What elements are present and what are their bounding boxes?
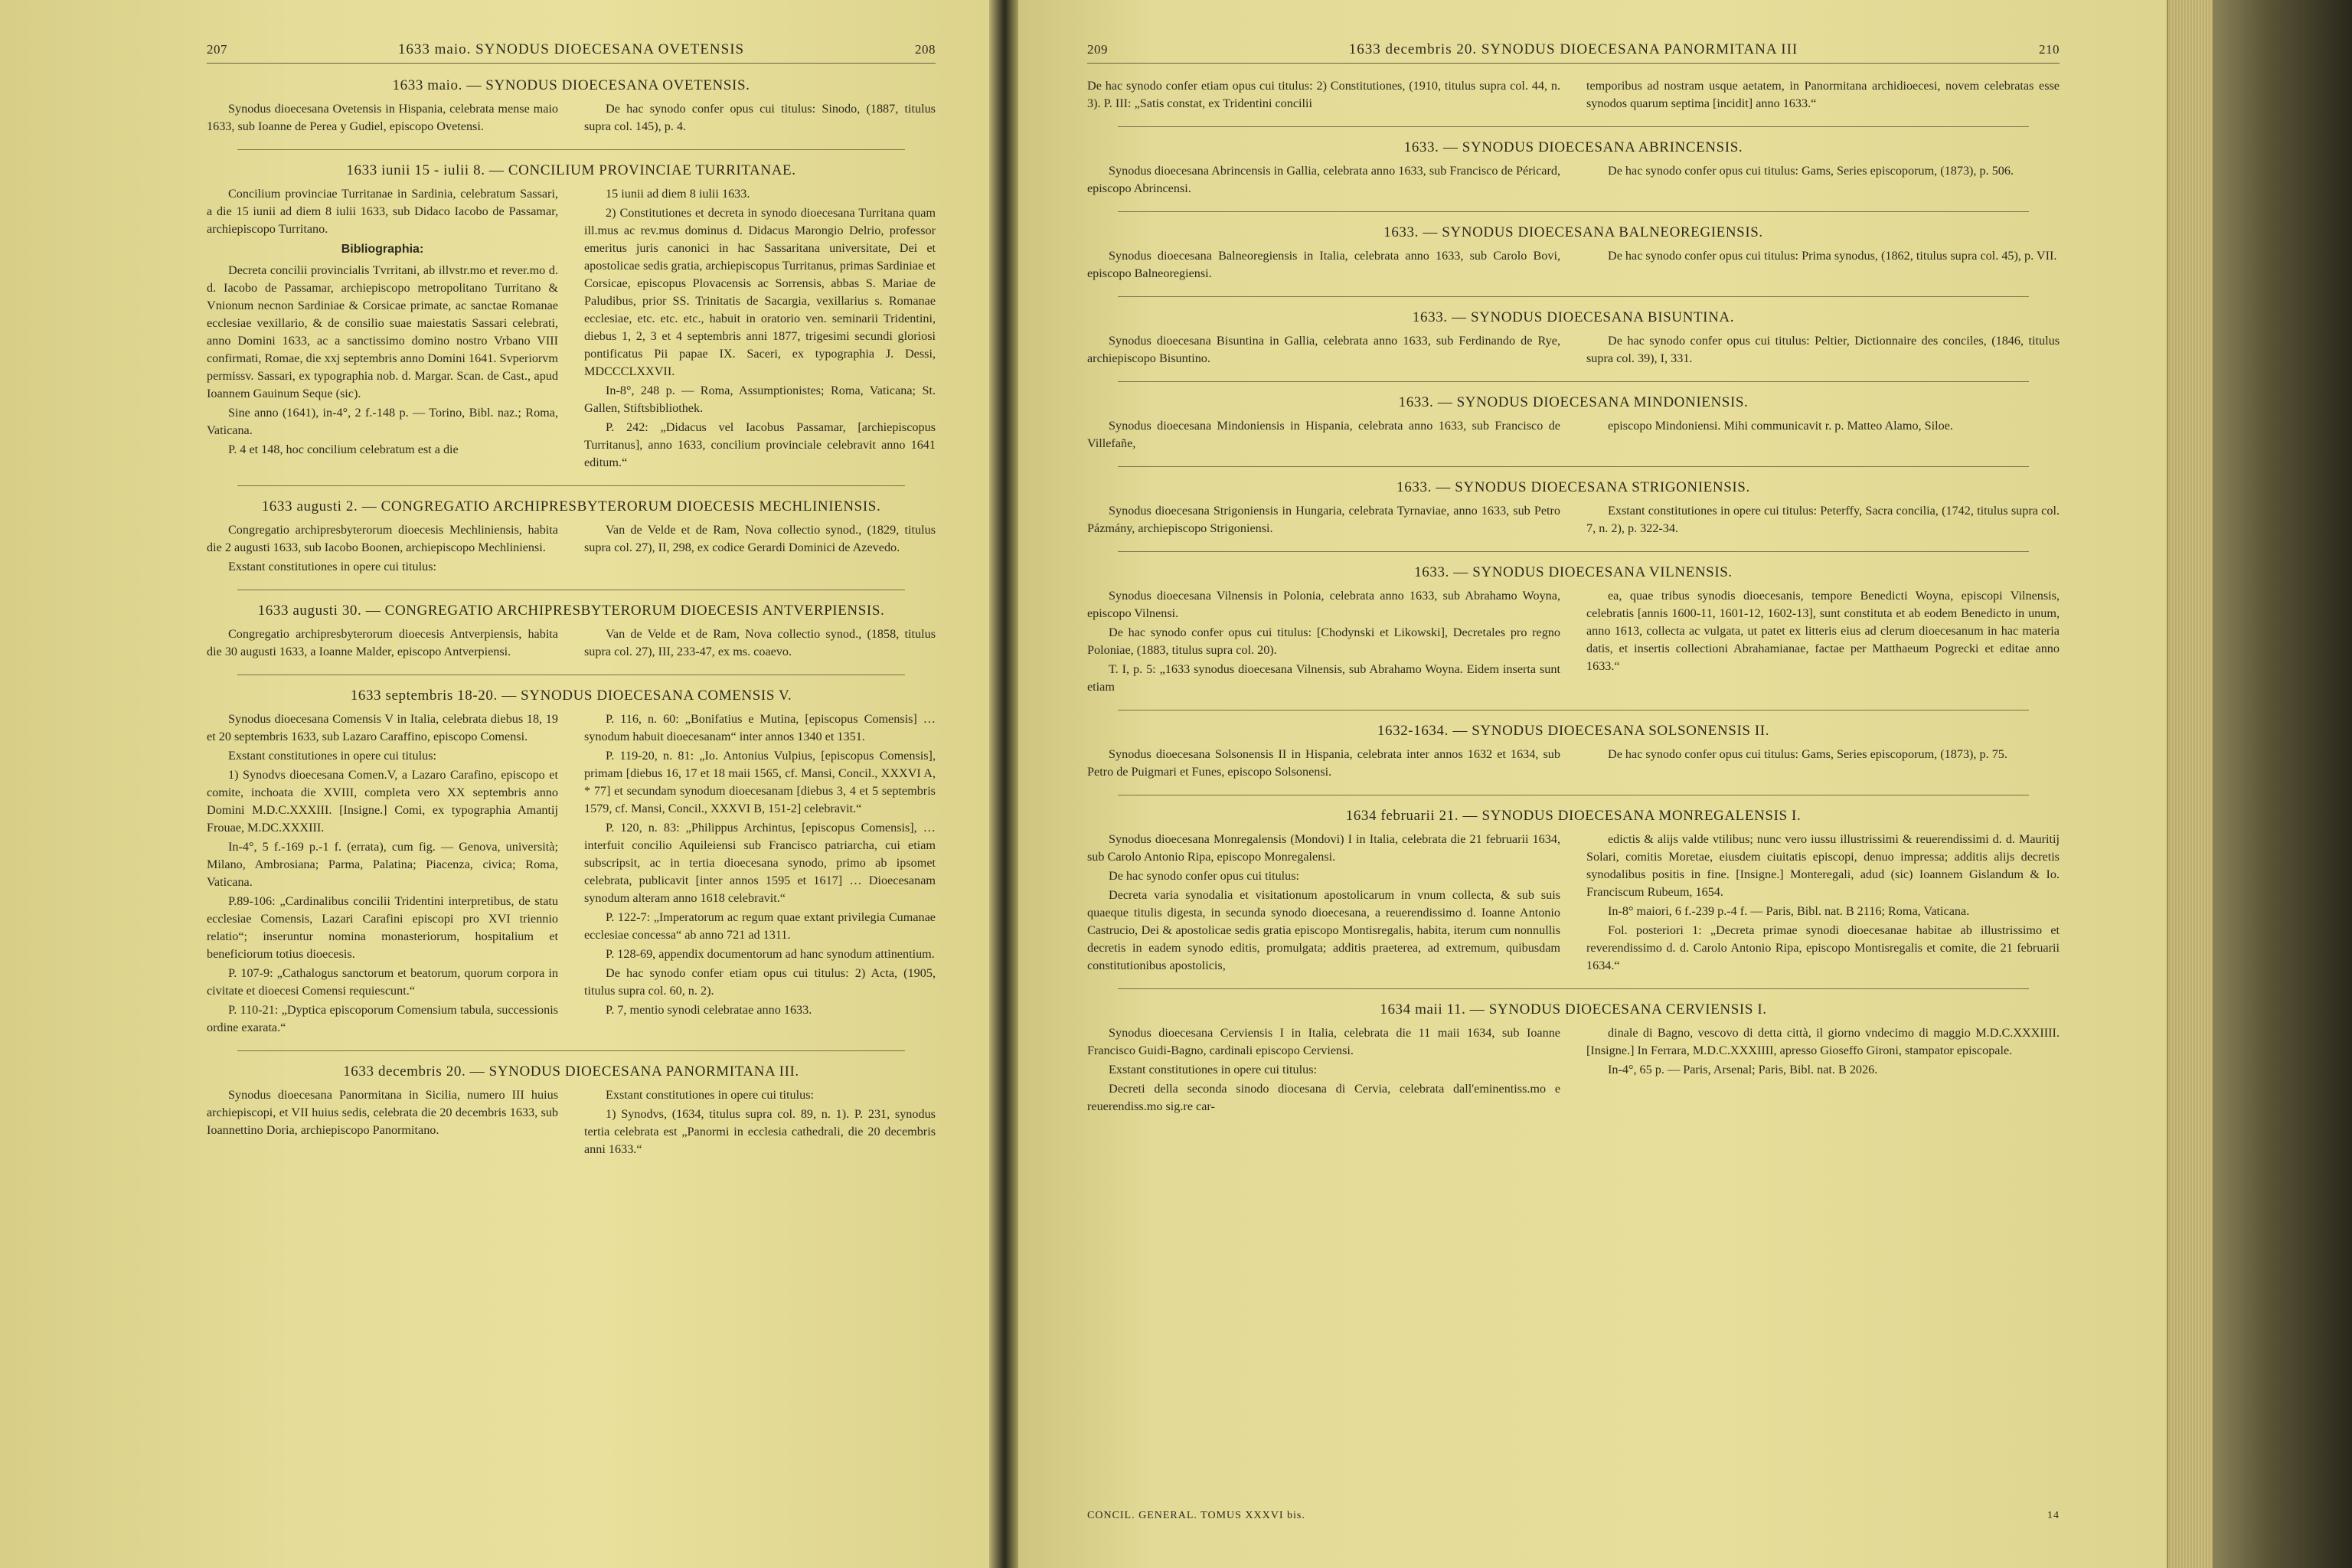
signature-number: 14 (2047, 1510, 2060, 1521)
right-column (1586, 1024, 2060, 1117)
paragraph: edictis & alijs valde vtilibus; nunc vero iussu illustrissimi & reuerendissimi d. d. Mauritij Solari, comitis Moretae, eiusdem ciuitatis episcopi, denuo impressa; additis alijs decretis synodalibus positis in fine. [Insigne.] Monteregali, adud (sic) Ioannem Gislandum & Io. Franciscum Rubeum, 1654. (1586, 832, 2060, 899)
paragraph: 1) Synodvs dioecesana Comen.V, a Lazaro Carafino, episcopo et comite, inchoata die XVIII, completa vero XX septembris anno Domini M.D.C.XXXIII. [Insigne.] Comi, ex typographia Amantij Frouae, M.DC.XXXIII. (207, 768, 558, 835)
entries-list (1087, 77, 2060, 1117)
entry-title: 1634 februarii 21. — SYNODUS DIOECESANA MONREGALENSIS I. (1345, 808, 1802, 824)
left-column (1087, 587, 1560, 697)
paragraph: ea, quae tribus synodis dioecesanis, tempore Benedicti Woyna, episcopi Vilnensis, celebratis [annis 1600-11, 1601-12, 1602-13], sunt constituta et ab eodem Benedicto in unum, anno 1613, collecta ac vulgata, ut patet ex litteris eius ad clerum dioecesanum in hac materia datis, et insertis collectioni Abrahamianae, factae per Matthaeum Pogrecki et editae anno 1633.“ (1586, 589, 2060, 673)
paragraph: P. 4 et 148, hoc concilium celebratum est a die (228, 442, 459, 456)
paragraph: Synodus dioecesana Bisuntina in Gallia, celebrata anno 1633, sub Ferdinando de Rye, archiepiscopo Bisuntino. (1087, 334, 1560, 365)
entry-columns (1087, 247, 2060, 284)
entry-title: 1633. — SYNODUS DIOECESANA STRIGONIENSIS. (1396, 479, 1750, 495)
entry-divider (237, 149, 905, 150)
entry-title: 1633. — SYNODUS DIOECESANA BISUNTINA. (1412, 309, 1735, 325)
paragraph: 15 iunii ad diem 8 iulii 1633. (606, 187, 750, 201)
entry-columns (1087, 332, 2060, 369)
synod-entry (1087, 1001, 2060, 1117)
paragraph: De hac synodo confer etiam opus cui titulus: 2) Acta, (1905, titulus supra col. 60, n. 2). (584, 966, 936, 998)
running-title: 1633 decembris 20. SYNODUS DIOECESANA PANORMITANA III (1348, 41, 1798, 57)
left-column (207, 626, 558, 662)
right-column (1586, 332, 2060, 369)
paragraph: Exstant constitutiones in opere cui titulus: (606, 1088, 815, 1102)
book-cover-edge (2213, 0, 2352, 1568)
running-title: 1633 maio. SYNODUS DIOECESANA OVETENSIS (397, 41, 745, 57)
paragraph: 1) Synodvs, (1634, titulus supra col. 89, n. 1). P. 231, synodus tertia celebrata est „Panormi in ecclesia cathedrali, die 20 decembris anni 1633.“ (584, 1107, 936, 1156)
entry-columns (207, 100, 936, 137)
right-column (584, 100, 936, 137)
paragraph: In-4°, 5 f.-169 p.-1 f. (errata), cum fig. — Genova, università; Milano, Ambrosiana; Parma, Palatina; Piacenza, civica; Roma, Vaticana. (207, 840, 558, 889)
paragraph: Sine anno (1641), in-4°, 2 f.-148 p. — Torino, Bibl. naz.; Roma, Vaticana. (207, 405, 558, 437)
paragraph: P. 7, mentio synodi celebratae anno 1633. (606, 1003, 812, 1017)
left-column (1087, 1024, 1560, 1117)
page-number: 207 (207, 42, 227, 57)
entry-title: 1633 augusti 30. — CONGREGATIO ARCHIPRESBYTERORUM DIOECESIS ANTVERPIENSIS. (257, 603, 885, 619)
paragraph: Synodus dioecesana Comensis V in Italia, celebrata diebus 18, 19 et 20 septembris 1633, sub Lazaro Caraffino, episcopo Comensi. (207, 712, 558, 743)
paragraph: Van de Velde et de Ram, Nova collectio synod., (1829, titulus supra col. 27), II, 298, ex codice Gerardi Dominici de Azevedo. (584, 523, 936, 554)
synod-entry (207, 603, 936, 662)
left-column (207, 100, 558, 137)
synod-entry (207, 162, 936, 473)
page-footer (1087, 1510, 2060, 1522)
entry-title: 1633. — SYNODUS DIOECESANA ABRINCENSIS. (1403, 139, 1743, 155)
entry-title: 1633 septembris 18-20. — SYNODUS DIOECESANA COMENSIS V. (350, 688, 792, 704)
entry-columns (1087, 417, 2060, 454)
paragraph: Congregatio archipresbyterorum dioecesis Antverpiensis, habita die 30 augusti 1633, a Ioanne Malder, episcopo Antverpiensi. (207, 627, 558, 658)
book-gutter (989, 0, 1018, 1568)
synod-entry (1087, 139, 2060, 199)
entry-columns (1087, 77, 2060, 114)
paragraph: dinale di Bagno, vescovo di detta città, il giorno vndecimo di maggio M.D.C.XXXIIII. [Insigne.] In Ferrara, M.D.C.XXXIIII, apresso Gioseffo Gironi, stampator episcopale. (1586, 1026, 2060, 1057)
paragraph: P. 116, n. 60: „Bonifatius e Mutina, [episcopus Comensis] … synodum habuit dioecesanam“ inter annos 1340 et 1351. (584, 712, 936, 743)
paragraph: Synodus dioecesana Balneoregiensis in Italia, celebrata anno 1633, sub Carolo Bovi, episcopo Balneoregiensi. (1087, 249, 1560, 280)
right-page (1018, 0, 2167, 1568)
paragraph: Synodus dioecesana Cerviensis I in Italia, celebrata die 11 maii 1634, sub Ioanne Francisco Guidi-Bagno, cardinali episcopo Cerviensi. (1087, 1026, 1560, 1057)
synod-entry (1087, 224, 2060, 284)
right-column (1586, 502, 2060, 539)
left-column (207, 1086, 558, 1160)
paragraph: P. 120, n. 83: „Philippus Archintus, [episcopus Comensis], … interfuit concilio Aquileiensi sub Francisco patriarcha, cui etiam subscripsit, ac in tertia dioecesana synodo, primo ab ipsomet celebrata, publicavit [inter annos 1595 et 1617] … Dioecesanam synodum alteram anno 1618 celebravit.“ (584, 821, 936, 905)
paragraph: Exstant constitutiones in opere cui titulus: (228, 749, 437, 763)
paragraph: Synodus dioecesana Strigoniensis in Hungaria, celebrata Tyrnaviae, anno 1633, sub Petro Pázmány, archiepiscopo Strigoniensi. (1087, 504, 1560, 535)
right-column (584, 710, 936, 1038)
entry-divider (1118, 211, 2029, 212)
entry-columns (1087, 587, 2060, 697)
entry-divider (1118, 988, 2029, 989)
entry-columns (1087, 162, 2060, 199)
paragraph: T. I, p. 5: „1633 synodus dioecesana Vilnensis, sub Abrahamo Woyna. Eidem inserta sunt etiam (1087, 662, 1560, 694)
entry-divider (1118, 466, 2029, 467)
left-column (1087, 77, 1560, 114)
entry-columns (1087, 1024, 2060, 1117)
paragraph: Van de Velde et de Ram, Nova collectio synod., (1858, titulus supra col. 27), III, 233-47, ex ms. coaevo. (584, 627, 936, 658)
signature-mark: CONCIL. GENERAL. TOMUS XXXVI bis. (1087, 1510, 1305, 1521)
left-column (1087, 502, 1560, 539)
entry-divider (1118, 551, 2029, 552)
paragraph: Congregatio archipresbyterorum dioecesis Mechliniensis, habita die 2 augusti 1633, sub Iacobo Boonen, archiepiscopo Mechliniensi. (207, 523, 558, 554)
left-column (207, 521, 558, 577)
left-column (1087, 746, 1560, 782)
entry-title: 1633. — SYNODUS DIOECESANA BALNEOREGIENSIS. (1383, 224, 1763, 240)
synod-entry (1087, 77, 2060, 114)
paragraph: De hac synodo confer opus cui titulus: Prima synodus, (1862, titulus supra col. 45), p. VII. (1608, 249, 2057, 263)
paragraph: P. 119-20, n. 81: „Io. Antonius Vulpius, [episcopus Comensis], primam [diebus 16, 17 et 18 maii 1565, cf. Mansi, Concil., XXXVI A, * 77] et secundam synodum dioecesanam [diebus 3, 4 et 5 septembris 1579, cf. Mansi, Concil., XXXVI B, 151-2] celebravit.“ (584, 749, 936, 815)
entry-title: 1633 decembris 20. — SYNODUS DIOECESANA PANORMITANA III. (343, 1063, 799, 1080)
paragraph: P. 242: „Didacus vel Iacobus Passamar, [archiepiscopus Turritanus], anno 1633, concilium provinciale celebravit anno 1641 editum.“ (584, 420, 936, 469)
paragraph: episcopo Mindoniensi. Mihi communicavit r. p. Matteo Alamo, Siloe. (1608, 419, 1953, 433)
entry-title: 1633. — SYNODUS DIOECESANA MINDONIENSIS. (1398, 394, 1749, 410)
paragraph: De hac synodo confer opus cui titulus: Gams, Series episcoporum, (1873), p. 75. (1608, 747, 2007, 761)
paragraph: P. 128-69, appendix documentorum ad hanc synodum attinentium. (606, 947, 935, 961)
synod-entry (1087, 479, 2060, 539)
entry-divider (1118, 126, 2029, 127)
synod-entry (1087, 723, 2060, 782)
right-column (1586, 746, 2060, 782)
paragraph: De hac synodo confer etiam opus cui titulus: 2) Constitutiones, (1910, titulus supra col. 44, n. 3). P. III: „Satis constat, ex Tridentini concilii (1087, 79, 1560, 110)
left-column (1087, 831, 1560, 976)
paragraph: Exstant constitutiones in opere cui titulus: Peterffy, Sacra concilia, (1742, titulus supra col. 7, n. 2), p. 322-34. (1586, 504, 2060, 535)
synod-entry (207, 77, 936, 137)
synod-entry (207, 1063, 936, 1160)
synod-entry (1087, 394, 2060, 454)
paragraph: P.89-106: „Cardinalibus concilii Tridentini interpretibus, de statu ecclesiae Comensis, Lazari Carafini episcopi pro XVI triennio relatio“; inseruntur nomina monasteriorum, hospitalium et beneficiorum totius dioecesis. (207, 894, 558, 961)
paragraph: temporibus ad nostram usque aetatem, in Panormitana archidioecesi, novem celebratas esse synodos quarum septima [incidit] anno 1633.“ (1586, 79, 2060, 110)
entry-divider (237, 485, 905, 486)
synod-entry (207, 498, 936, 577)
page-number: 209 (1087, 42, 1108, 57)
paragraph: Decreta varia synodalia et visitationum apostolicarum in vnum collecta, & sub suis quaeque titulis digesta, in secunda synodo dioecesana, a reuerendissimo d. Ioanne Antonio Castrucio, Dei & apostolicae sedis gratia episcopo Montisregalis, habita, iterum cum nonnullis decretis in eadem synodo editis, promulgata; additis praeterea, ad extremum, quibusdam constitutionibus apostolicis, (1087, 888, 1560, 972)
page-number: 210 (2039, 42, 2060, 57)
paragraph: Synodus dioecesana Ovetensis in Hispania, celebrata mense maio 1633, sub Ioanne de Perea y Gudiel, episcopo Ovetensi. (207, 102, 558, 133)
entries-list (207, 77, 936, 1160)
paragraph: Synodus dioecesana Vilnensis in Polonia, celebrata anno 1633, sub Abrahamo Woyna, episcopo Vilnensi. (1087, 589, 1560, 620)
right-column (1586, 831, 2060, 976)
entry-title: 1634 maii 11. — SYNODUS DIOECESANA CERVIENSIS I. (1380, 1001, 1767, 1018)
paragraph: De hac synodo confer opus cui titulus: (1109, 869, 1300, 883)
left-column (1087, 332, 1560, 369)
paragraph: Synodus dioecesana Mindoniensis in Hispania, celebrata anno 1633, sub Francisco de Villefañe, (1087, 419, 1560, 450)
entry-columns (1087, 502, 2060, 539)
right-column (1586, 587, 2060, 697)
right-column (584, 626, 936, 662)
paragraph: Exstant constitutiones in opere cui titulus: (228, 560, 437, 573)
paragraph: P. 122-7: „Imperatorum ac regum quae extant privilegia Cumanae ecclesiae concessa“ ab anno 721 ad 1311. (584, 910, 936, 942)
synod-entry (1087, 808, 2060, 976)
right-column (1586, 77, 2060, 114)
entry-divider (1118, 296, 2029, 297)
entry-title: 1632-1634. — SYNODUS DIOECESANA SOLSONENSIS II. (1377, 723, 1770, 739)
left-column (207, 185, 558, 473)
right-column (584, 185, 936, 473)
paragraph: Decreta concilii provincialis Tvrritani, ab illvstr.mo et rever.mo d. d. Iacobo de Passamar, archiepiscopo metropolitano Turritano & Vnionum necnon Sardiniae & Corsicae primate, ac sanctae Romanae ecclesiae vexillario, & de consilio suae maiestatis Sassari celebrati, anno Domini 1633, ac a sanctissimo domino nostro Vrbano VIII confirmati, Romae, die xxj septembris anno Domini 1641. Svperiorvm permissv. Sassari, ex typographia nob. d. Margar. Scan. de Cast., apud Ioannem Gauinum Seque (sic). (207, 263, 558, 400)
paragraph: De hac synodo confer opus cui titulus: Peltier, Dictionnaire des conciles, (1846, titulus supra col. 39), I, 331. (1586, 334, 2060, 365)
entry-title: 1633 iunii 15 - iulii 8. — CONCILIUM PROVINCIAE TURRITANAE. (346, 162, 796, 178)
right-column (1586, 247, 2060, 284)
page-edges (2167, 0, 2214, 1568)
page-number: 208 (914, 42, 936, 57)
right-column (1586, 162, 2060, 199)
entry-title: 1633 augusti 2. — CONGREGATIO ARCHIPRESBYTERORUM DIOECESIS MECHLINIENSIS. (261, 498, 881, 514)
paragraph: Synodus dioecesana Solsonensis II in Hispania, celebrata inter annos 1632 et 1634, sub Petro de Puigmari et Funes, episcopo Solsonensi. (1087, 747, 1560, 779)
entry-title: 1633. — SYNODUS DIOECESANA VILNENSIS. (1414, 564, 1733, 580)
entry-columns (207, 185, 936, 473)
left-column (1087, 162, 1560, 199)
entry-divider (1118, 381, 2029, 382)
entry-columns (207, 521, 936, 577)
entry-divider (237, 1050, 905, 1051)
entry-columns (207, 626, 936, 662)
paragraph: Exstant constitutiones in opere cui titulus: (1109, 1063, 1318, 1076)
entry-columns (207, 1086, 936, 1160)
paragraph: De hac synodo confer opus cui titulus: Gams, Series episcoporum, (1873), p. 506. (1608, 164, 2014, 178)
synod-entry (207, 688, 936, 1038)
paragraph: P. 110-21: „Dyptica episcoporum Comensium tabula, successionis ordine exarata.“ (207, 1003, 558, 1034)
paragraph: Synodus dioecesana Panormitana in Sicilia, numero III huius archiepiscopi, et VII huius sedis, celebrata die 20 decembris 1633, sub Ioannettino Doria, archiepiscopo Panormitano. (207, 1088, 558, 1137)
paragraph: De hac synodo confer opus cui titulus: [Chodynski et Likowski], Decretales pro regno Poloniae, (1883, titulus supra col. 20). (1087, 626, 1560, 657)
running-head (207, 41, 936, 64)
paragraph: In-8° maiori, 6 f.-239 p.-4 f. — Paris, Bibl. nat. B 2116; Roma, Vaticana. (1608, 904, 1970, 918)
right-column (584, 521, 936, 577)
paragraph: 2) Constitutiones et decreta in synodo dioecesana Turritana quam ill.mus ac rev.mus dominus d. Didacus Marongio Delrio, professor emeritus juris canonici in hac Sassaritana universitate, Dei et apostolicae sedis gratia, archiepiscopus Turritanus, primas Sardiniae et Corsicae, episcopus Plovacensis ac Sorrensis, abbas S. Mariae de Paludibus, prior SS. Trinitatis de Sacargia, vexillarius s. Romanae ecclesiae, etc. etc. etc., habuit in oratorio ven. seminarii Tridentini, diebus 1, 2, 3 et 4 septembris anni 1877, trigesimi secundi gloriosi pontificatus Pii papae IX. Saceri, ex typographia J. Dessi, MDCCCLXXVII. (584, 206, 936, 378)
synod-entry (1087, 564, 2060, 697)
left-column (1087, 417, 1560, 454)
paragraph: Concilium provinciae Turritanae in Sardinia, celebratum Sassari, a die 15 iunii ad diem 8 iulii 1633, sub Didaco Iacobo de Passamar, archiepiscopo Turritano. (207, 187, 558, 236)
paragraph: In-4°, 65 p. — Paris, Arsenal; Paris, Bibl. nat. B 2026. (1608, 1063, 1878, 1076)
paragraph: De hac synodo confer opus cui titulus: Sinodo, (1887, titulus supra col. 145), p. 4. (584, 102, 936, 133)
right-column (1586, 417, 2060, 454)
left-column (207, 710, 558, 1038)
section-subhead: Bibliographia: (341, 243, 424, 256)
paragraph: P. 107-9: „Cathalogus sanctorum et beatorum, quorum corpora in civitate et dioecesi Comensi requiescunt.“ (207, 966, 558, 998)
entry-title: 1633 maio. — SYNODUS DIOECESANA OVETENSIS. (392, 77, 750, 93)
entry-columns (207, 710, 936, 1038)
entry-columns (1087, 831, 2060, 976)
paragraph: Fol. posteriori 1: „Decreta primae synodi dioecesanae habitae ab illustrissimo et reverendissimo d. d. Carolo Antonio Ripa, episcopo Montisregalis et comite, die 21 februarii 1634.“ (1586, 923, 2060, 972)
entry-columns (1087, 746, 2060, 782)
paragraph: Synodus dioecesana Monregalensis (Mondovi) I in Italia, celebrata die 21 februarii 1634, sub Carolo Antonio Ripa, episcopo Monregalensi. (1087, 832, 1560, 864)
paragraph: In-8°, 248 p. — Roma, Assumptionistes; Roma, Vaticana; St. Gallen, Stiftsbibliothek. (584, 384, 936, 415)
running-head (1087, 41, 2060, 64)
synod-entry (1087, 309, 2060, 369)
left-page (0, 0, 989, 1568)
left-column (1087, 247, 1560, 284)
right-column (584, 1086, 936, 1160)
paragraph: Decreti della seconda sinodo diocesana di Cervia, celebrata dall'eminentiss.mo e reuerendiss.mo sig.re car- (1087, 1082, 1560, 1113)
paragraph: Synodus dioecesana Abrincensis in Gallia, celebrata anno 1633, sub Francisco de Péricard, episcopo Abrincensi. (1087, 164, 1560, 195)
